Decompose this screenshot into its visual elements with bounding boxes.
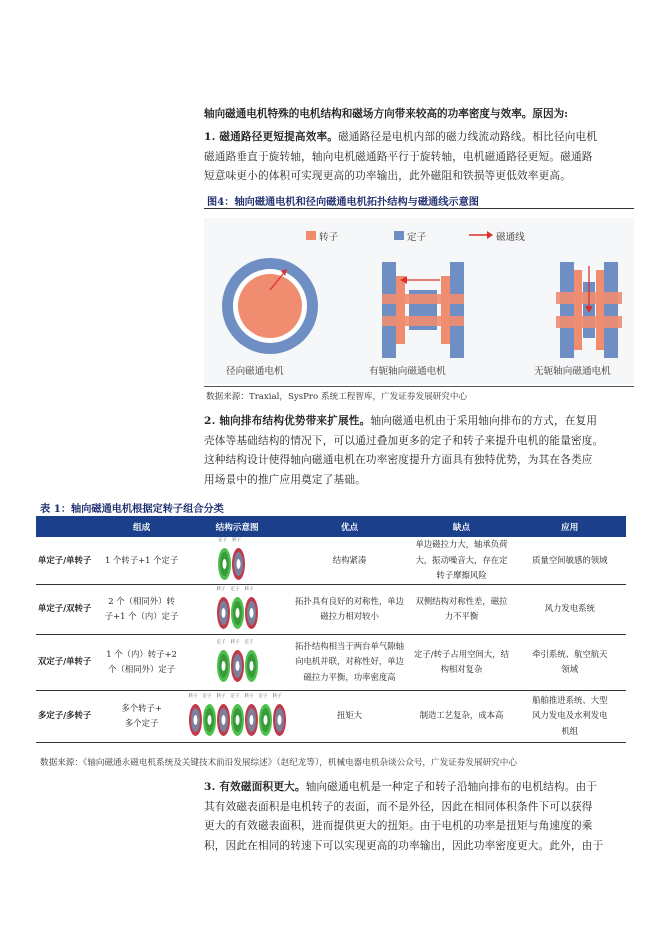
table-cell-line: 构相对复杂 (440, 664, 483, 674)
table-cell-line: 大，振动噪音大，存在定 (415, 554, 508, 565)
cons-cell (409, 690, 513, 742)
table-caption: 表 1：轴向磁通电机根据定转子组合分类 (40, 503, 224, 515)
diagram-part-label: 转子 (232, 538, 242, 544)
diagram-part-label: 定子 (218, 538, 228, 544)
diagram-cell (185, 584, 290, 634)
diagram-part-label: 转子 (188, 694, 198, 699)
table-cell-line: 多个定子 (124, 718, 159, 728)
figure-panel (204, 218, 634, 384)
application-cell (514, 584, 626, 634)
table-cell-line: 1 个（内）转子+2 (106, 648, 177, 659)
paragraph-2 (204, 412, 634, 490)
radial-motor-label: 径向磁通电机 (226, 366, 284, 377)
table-cell-line: 扭矩大 (336, 710, 363, 721)
table-source: 数据来源：《轴向磁通永磁电机系统及关键技术前沿发展综述》（赵纪龙等），机械电器电机杂谈公众号，广发证券发展研究中心 (40, 758, 517, 768)
table-cell-line: 风力发电及水利发电 (532, 710, 608, 721)
paragraph-1-line: 磁通路垂直于旋转轴，轴向电机磁通路平行于旋转轴，电机磁通路径更短。磁通路 (204, 150, 593, 163)
diagram-part-label: 定子 (216, 640, 226, 645)
table-cell-line: 双侧结构对称性差，磁拉 (415, 595, 508, 606)
diagram-part-label: 定子 (244, 640, 254, 645)
diagram-cell (185, 537, 290, 584)
table-header: 组成 (99, 516, 185, 537)
cons-cell (409, 634, 513, 690)
table-cell-line: 船舶推进系统、大型 (532, 694, 608, 705)
table-cell-line: 力不平衡 (444, 611, 479, 621)
table-header: 应用 (514, 516, 626, 537)
flux-legend-arrow-icon (468, 229, 494, 241)
figure-bottom-rule (204, 386, 634, 387)
cons-cell (409, 584, 513, 634)
pros-cell (290, 537, 410, 584)
table-row (36, 584, 626, 634)
paragraph-2-line: 用场景中的推广应用奠定了基础。 (204, 473, 366, 486)
table-cell-line: 质量空间敏感的领域 (532, 554, 608, 565)
table-cell-line: 转子摩擦风险 (436, 570, 487, 580)
table-header-row (36, 516, 626, 537)
table-cell-line: 制造工艺复杂，成本高 (419, 710, 504, 721)
paragraph-1 (204, 128, 628, 187)
composition-cell (99, 634, 185, 690)
table-cell-line: 拓扑具有良好的对称性，单边 (295, 595, 404, 606)
cons-cell (409, 537, 513, 584)
diagram-part-label: 定子 (202, 694, 212, 699)
paragraph-2-line: 轴向磁通电机由于采用轴向排布的方式，在复用 (370, 415, 598, 427)
figure-top-rule (204, 208, 634, 209)
figure-caption: 图4：轴向磁通电机和径向磁通电机拓扑结构与磁通线示意图 (207, 196, 479, 208)
structure-diagram (217, 538, 257, 582)
table-row (36, 690, 626, 742)
paragraph-3 (204, 778, 634, 856)
table-cell-line: 领域 (561, 664, 579, 674)
table-cell-line: 1 个转子+1 个定子 (104, 554, 179, 565)
pros-cell (290, 634, 410, 690)
application-cell (514, 634, 626, 690)
flux-legend-label: 磁通线 (496, 232, 525, 243)
diagram-part-label: 转子 (230, 640, 240, 645)
diagram-part-label: 定子 (258, 694, 268, 699)
paragraph-1-line: 短意味更小的体积可实现更高的功率输出，此外磁阻和铁损等更低效率更高。 (204, 170, 571, 182)
pros-cell (290, 690, 410, 742)
application-cell (514, 690, 626, 742)
table-cell-line: 子+1 个（内）定子 (104, 611, 179, 621)
diagram-part-label: 转子 (272, 694, 282, 699)
table-cell-line: 定子/转子占用空间大，结 (414, 648, 509, 659)
stator-legend-label: 定子 (407, 232, 427, 243)
yokeless-axial-motor-label: 无轭轴向磁通电机 (534, 366, 611, 377)
paragraph-2-line: 这种结构设计使得轴向磁通电机在功率密度提升方面具有独特优势，为其在各类应 (204, 454, 593, 466)
paragraph-3-line: 积，因此在相同的转速下可以实现更高的功率输出，因此功率密度更大。此外，由于 (204, 839, 604, 852)
diagram-part-label: 定子 (230, 694, 240, 699)
row-name: 多定子/多转子 (36, 690, 99, 742)
paragraph-2-line: 壳体等基础结构的情况下，可以通过叠加更多的定子和转子来提升电机的能量密度。 (204, 434, 604, 447)
structure-diagram (216, 640, 259, 684)
composition-cell (99, 584, 185, 634)
row-name: 单定子/单转子 (36, 537, 99, 584)
composition-cell (99, 690, 185, 742)
diagram-part-label: 定子 (230, 587, 240, 592)
paragraph-1-line: 磁通路径是电机内部的磁力线流动路线。相比径向电机 (338, 131, 598, 143)
application-cell (514, 537, 626, 584)
row-name: 双定子/单转子 (36, 634, 99, 690)
table-header: 优点 (290, 516, 410, 537)
structure-diagram (188, 694, 287, 738)
table-cell-line: 多个转子+ (121, 702, 162, 713)
diagram-part-label: 转子 (244, 694, 254, 699)
figure-source: 数据来源：Traxial，SysPro 系统工程智库，广发证券发展研究中心 (206, 392, 468, 402)
table-cell-line: 单边磁拉力大，轴承负荷 (415, 539, 508, 549)
table-cell-line: 磁拉力平衡，功率密度高 (303, 671, 396, 682)
table-cell-line: 2 个（相同外）转 (108, 595, 175, 606)
table-cell-line: 拓扑结构相当于两台单气隙轴 (295, 640, 404, 651)
diagram-cell (185, 634, 290, 690)
classification-table (36, 516, 626, 743)
structure-diagram (216, 587, 259, 631)
radial-motor-diagram (220, 256, 320, 356)
rotor-legend-label: 转子 (319, 232, 339, 243)
table-cell-line: 结构紧凑 (332, 554, 367, 565)
table-header: 缺点 (409, 516, 513, 537)
paragraph-3-line: 轴向磁通电机是一种定子和转子沿轴向排布的电机结构。由于 (305, 781, 598, 793)
structure-diagram-icon (217, 540, 257, 584)
table-cell-line: 风力发电系统 (544, 603, 595, 614)
table-cell-line: 向电机并联，对称性好，单边 (295, 656, 404, 667)
yokeless-axial-motor-diagram (556, 262, 622, 358)
structure-diagram-icon (216, 589, 259, 633)
paragraph-3-line: 更大的有效磁表面积，进而提供更大的扭矩。由于电机的功率是扭矩与角速度的乘 (204, 820, 593, 832)
table-header: 结构示意图 (185, 516, 290, 537)
row-name: 单定子/双转子 (36, 584, 99, 634)
table-row (36, 634, 626, 690)
rotor-legend-swatch (306, 231, 316, 240)
diagram-part-label: 转子 (216, 587, 226, 592)
yoked-axial-motor-diagram (380, 262, 466, 358)
table-cell-line: 机组 (561, 725, 579, 736)
structure-diagram-icon (216, 642, 259, 686)
pros-cell (290, 584, 410, 634)
intro-heading: 轴向磁通电机特殊的电机结构和磁场方向带来较高的功率密度与效率。原因为: (204, 108, 569, 120)
composition-cell (99, 537, 185, 584)
paragraph-2-lead: 2. 轴向排布结构优势带来扩展性。 (204, 415, 371, 427)
table-cell-line: 磁拉力相对较小 (320, 611, 379, 621)
structure-diagram-icon (188, 696, 287, 740)
table-cell-line: 牵引系统、航空航天 (532, 648, 608, 659)
paragraph-3-line: 其有效磁表面积是电机转子的表面，而不是外径，因此在相同体积条件下可以获得 (204, 800, 593, 813)
table-cell-line: 个（相同外）定子 (108, 664, 176, 674)
stator-legend-swatch (394, 231, 404, 240)
paragraph-1-lead: 1. 磁通路径更短提高效率。 (204, 131, 339, 143)
diagram-cell (185, 690, 290, 742)
yoked-axial-motor-label: 有轭轴向磁通电机 (369, 366, 446, 377)
diagram-part-label: 转子 (244, 587, 254, 592)
table-row (36, 537, 626, 584)
diagram-part-label: 转子 (216, 694, 226, 699)
paragraph-3-lead: 3. 有效磁面积更大。 (204, 781, 306, 793)
table-header-blank (36, 516, 99, 537)
